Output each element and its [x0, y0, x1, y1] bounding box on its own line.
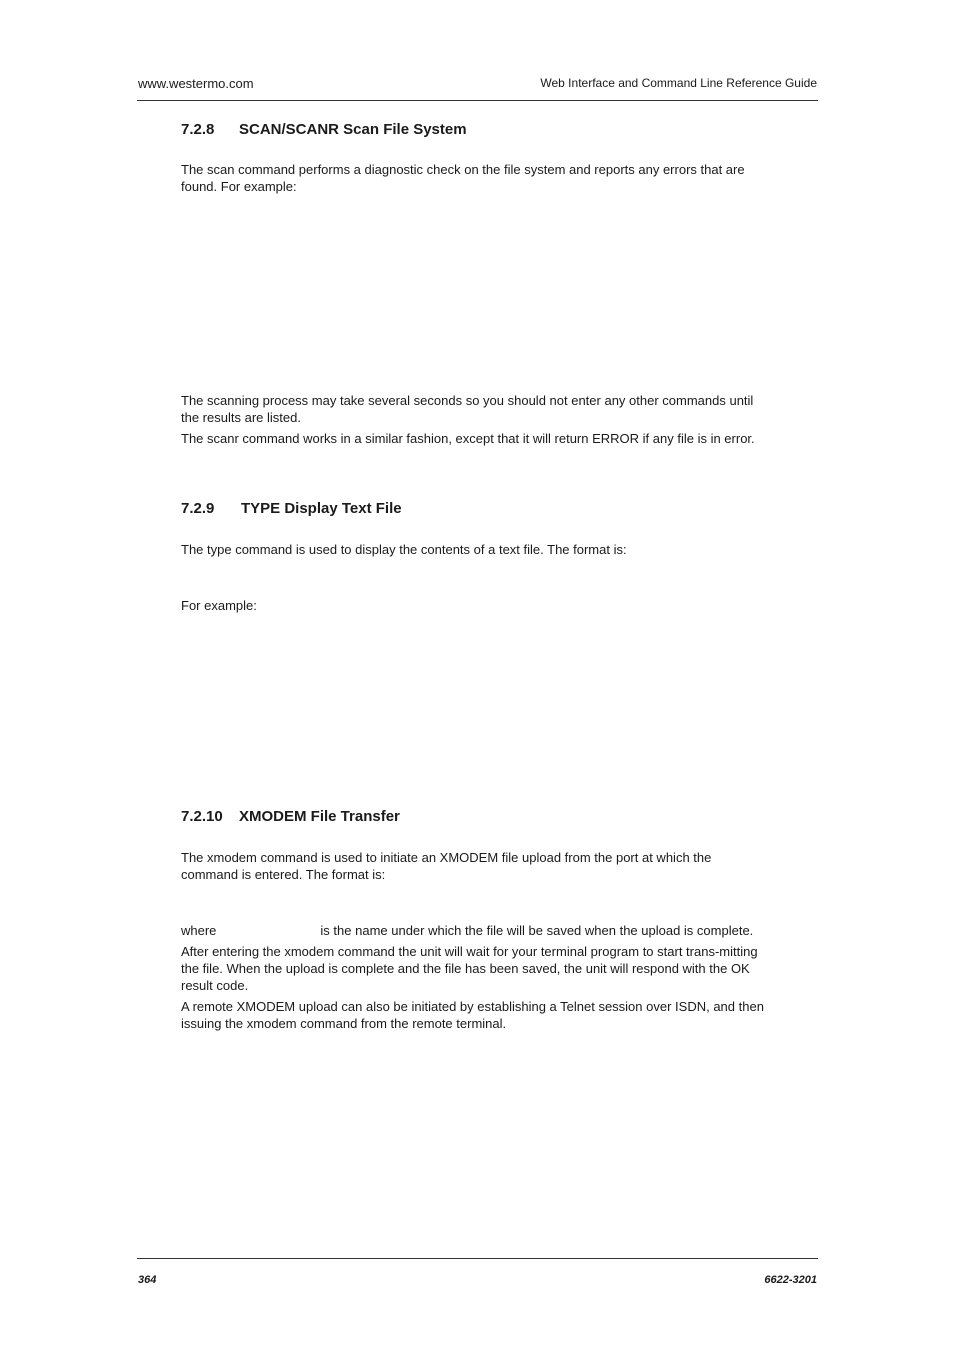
paragraph: After entering the xmodem command the unit will wait for your terminal program to start trans-mitting the file. When the upload is complete and the file has been saved, the unit will respond with the OK result code. [181, 944, 758, 993]
paragraph: The xmodem command is used to initiate an XMODEM file upload from the port at which the command is entered. The format is: [181, 850, 712, 882]
section-title: XMODEM File Transfer [239, 808, 400, 825]
footer-page-number: 364 [138, 1274, 157, 1286]
footer-rule [137, 1258, 818, 1259]
section-number: 7.2.8 [181, 121, 215, 138]
section-heading-xmodem [181, 808, 400, 825]
paragraph: The scanning process may take several seconds so you should not enter any other commands until the results are listed. [181, 393, 754, 425]
header-rule [137, 100, 818, 101]
paragraph: For example: [181, 598, 257, 613]
paragraph: A remote XMODEM upload can also be initiated by establishing a Telnet session over ISDN, and then issuing the xmodem command from the remote terminal. [181, 999, 764, 1031]
header-website: www.westermo.com [138, 76, 254, 91]
section-title: SCAN/SCANR Scan File System [239, 121, 467, 138]
section-heading-type [181, 500, 402, 517]
where-word: where [181, 923, 217, 938]
section-number: 7.2.10 [181, 808, 223, 825]
header-guide-title: Web Interface and Command Line Reference Guide [540, 76, 817, 90]
paragraph: The scan command performs a diagnostic check on the file system and reports any errors that are found. For example: [181, 162, 745, 194]
section-heading-scan [181, 121, 467, 138]
section-number: 7.2.9 [181, 500, 215, 517]
section-title: TYPE Display Text File [241, 500, 402, 517]
paragraph: The type command is used to display the contents of a text file. The format is: [181, 542, 627, 557]
footer-doc-number: 6622-3201 [764, 1274, 817, 1286]
where-description: is the name under which the file will be saved when the upload is complete. [320, 923, 754, 938]
paragraph [181, 922, 771, 939]
paragraph: The scanr command works in a similar fashion, except that it will return ERROR if any file is in error. [181, 431, 755, 446]
